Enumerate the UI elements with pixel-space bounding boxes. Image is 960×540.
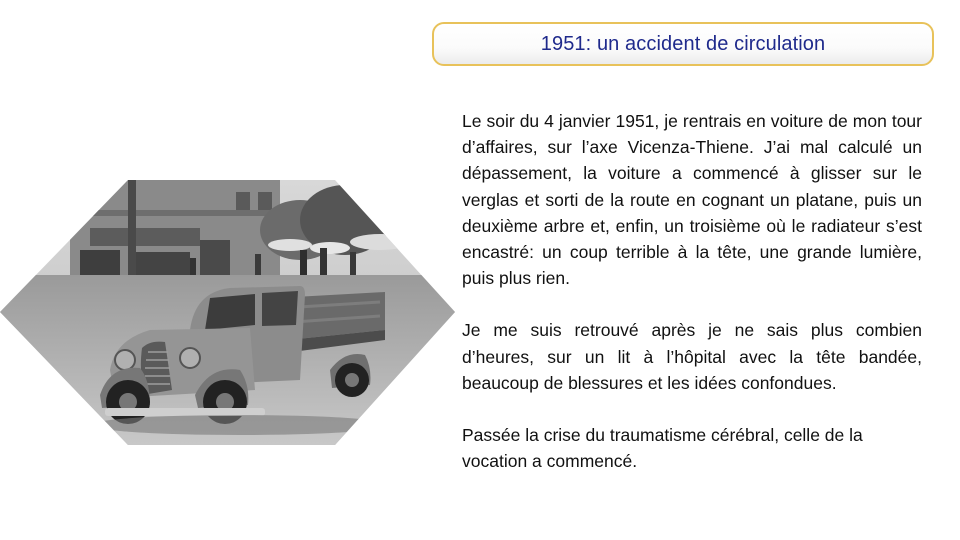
vintage-truck-photo <box>0 180 455 445</box>
body-text <box>462 108 922 474</box>
paragraph-vocation: Passée la crise du traumatisme cérébral, celle de la vocation a commencé. <box>462 425 863 472</box>
paragraph-accident: Le soir du 4 janvier 1951, je rentrais en voiture de mon tour d’affaires, sur l’axe Vicenza-Thiene. J’ai mal calculé un dépassement, la voiture a commencé à glisser sur le verglas et sorti de la route en cognant un platane, puis un deuxième arbre et, enfin, un troisième où le radiateur s’est encastré: un coup terrible à la tête, une grande lumière, puis plus rien. <box>462 111 922 289</box>
title-box <box>432 22 934 66</box>
slide-title: 1951: un accident de circulation <box>540 32 826 55</box>
paragraph-hospital: Je me suis retrouvé après je ne sais plus combien d’heures, sur un lit à l’hôpital avec la tête bandée, beaucoup de blessures et les idées confondues. <box>462 320 922 393</box>
